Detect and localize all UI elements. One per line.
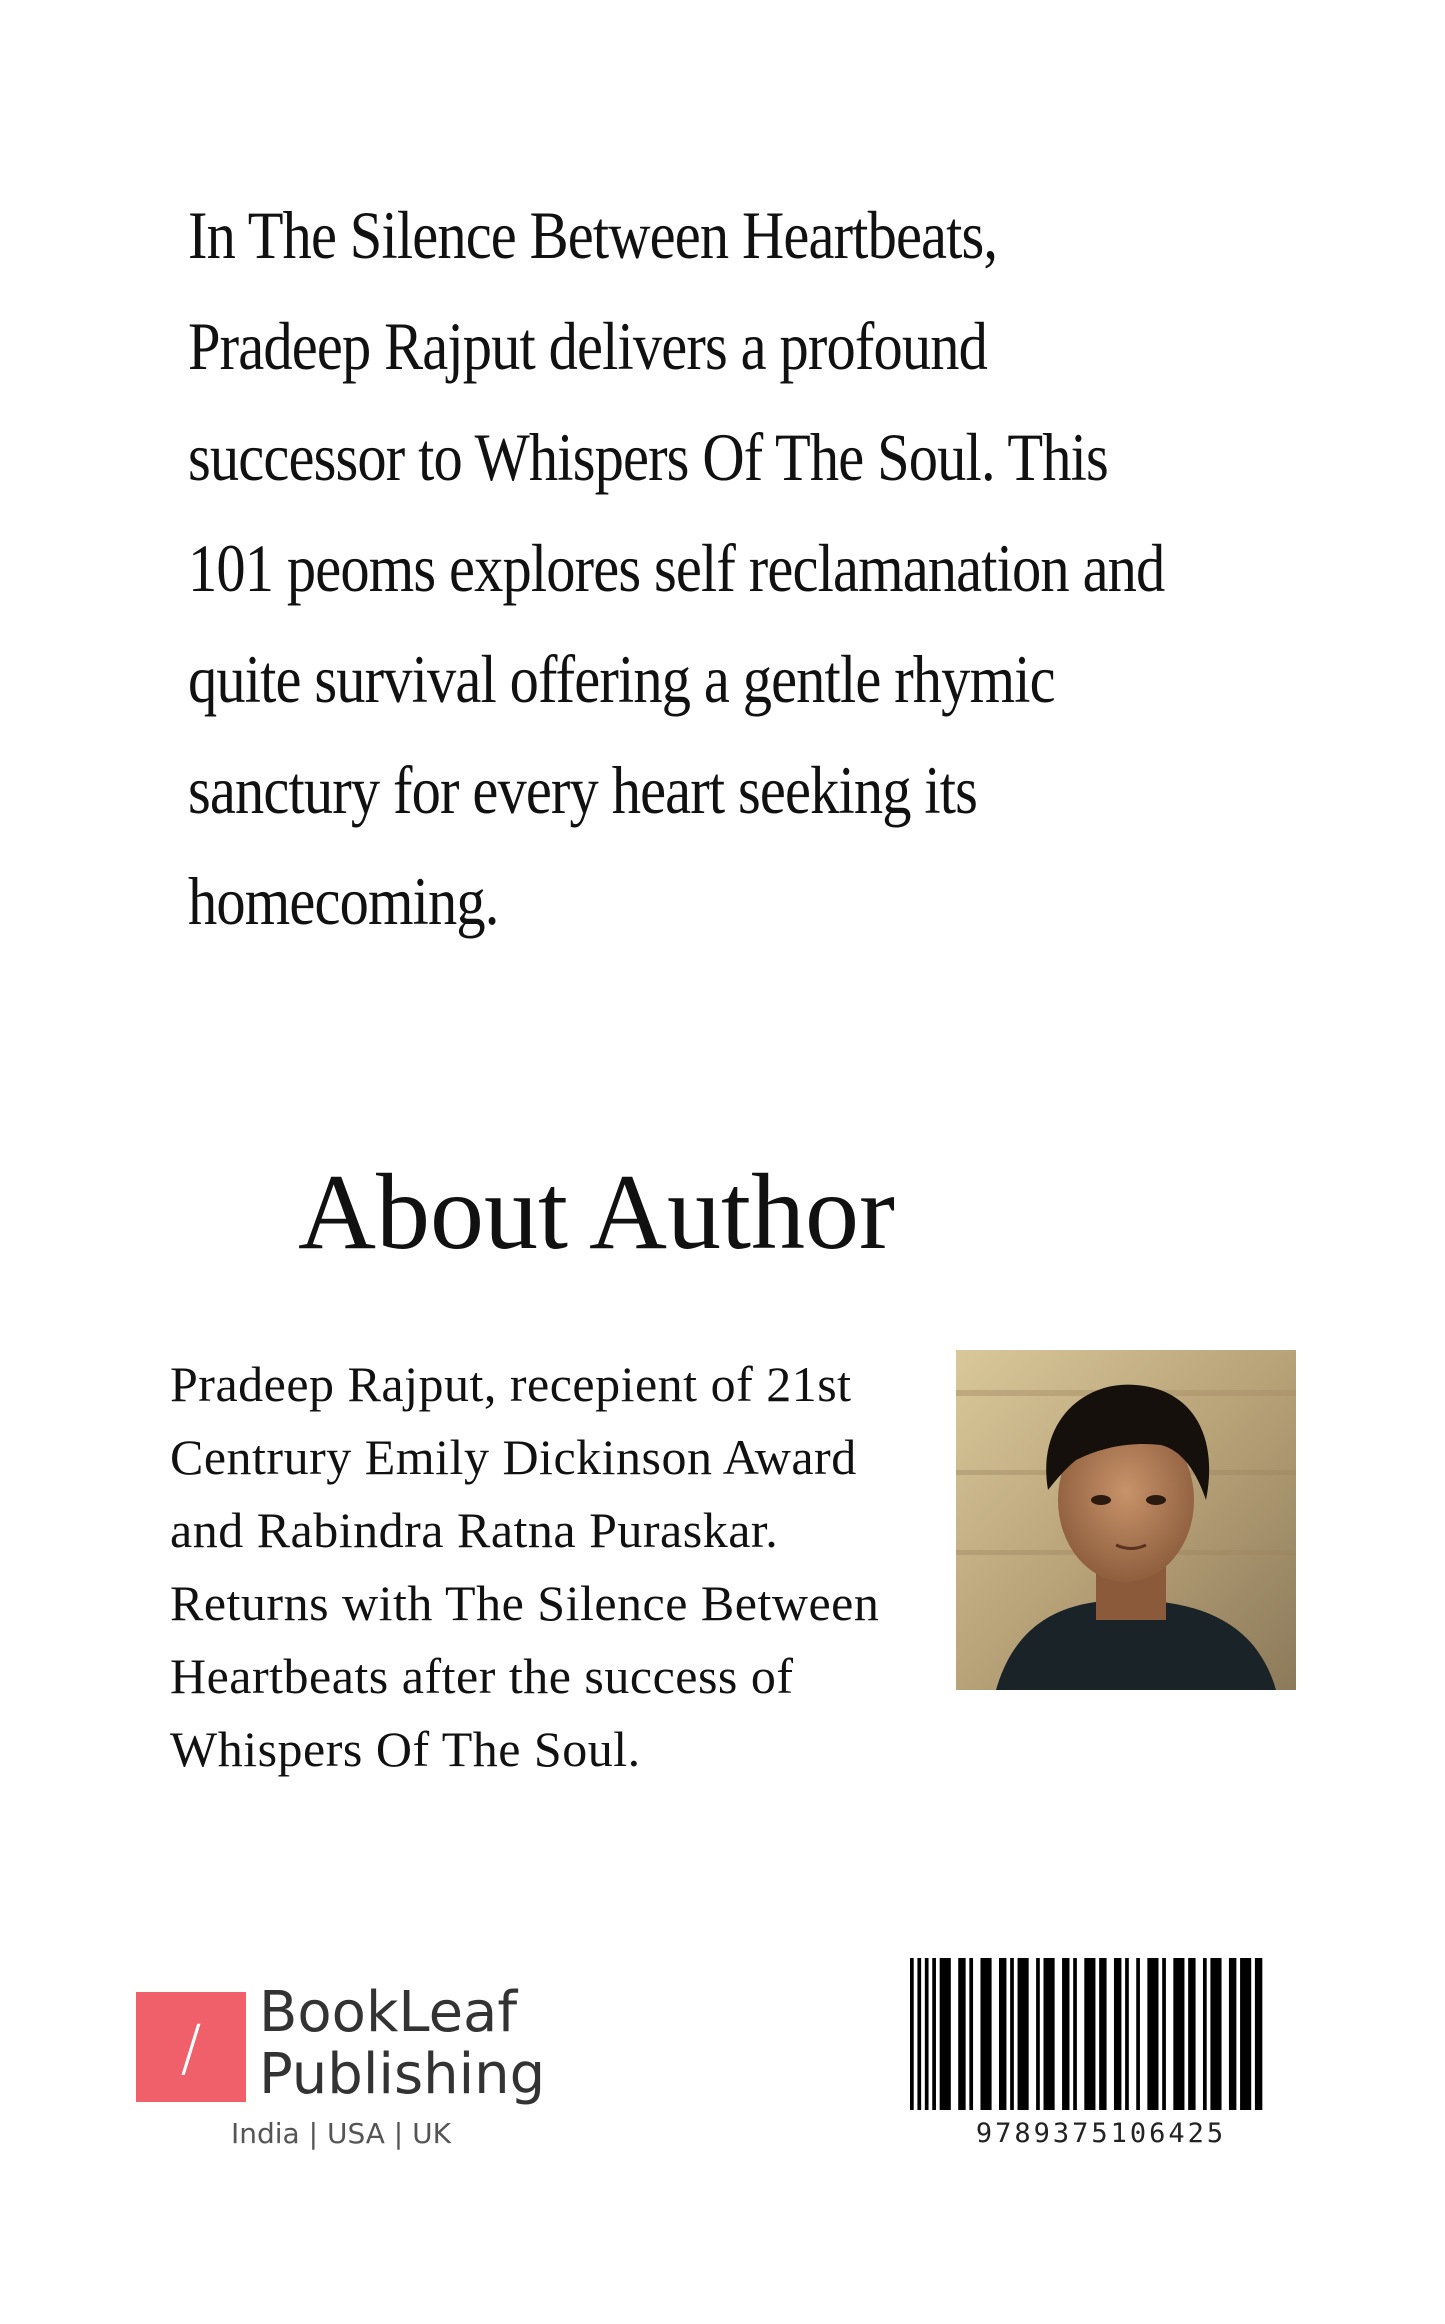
barcode-bar [969, 1958, 973, 2110]
blurb-line: quite survival offering a gentle rhymic [188, 641, 1055, 717]
barcode-bar [1210, 1958, 1221, 2110]
author-portrait-image [956, 1350, 1296, 1690]
isbn-number: 9789375106425 [975, 2118, 1227, 2149]
barcode-bar [958, 1958, 965, 2110]
blurb-line: sanctury for every heart seeking its [188, 752, 978, 828]
publisher-mark [136, 1992, 246, 2102]
blurb-line: homecoming. [188, 863, 499, 939]
barcode-bar [1099, 1958, 1106, 2110]
blurb-line: In The Silence Between Heartbeats, [188, 197, 998, 273]
author-photo [956, 1350, 1296, 1690]
barcode-bar [1018, 1958, 1029, 2110]
blurb-line: Pradeep Rajput delivers a profound [188, 308, 987, 384]
barcode-bar [932, 1958, 936, 2110]
barcode-bar [910, 1958, 914, 2110]
publisher-logo [136, 1980, 556, 2154]
barcode-bar [1162, 1958, 1166, 2110]
barcode-bar [1147, 1958, 1158, 2110]
barcode-bar [1173, 1958, 1184, 2110]
barcode-bar [925, 1958, 929, 2110]
blurb-line: successor to Whispers Of The Soul. This [188, 419, 1108, 495]
barcode-bar [940, 1958, 951, 2110]
publisher-name-line2: Publishing [259, 2042, 546, 2107]
barcode-bar [1062, 1958, 1069, 2110]
blurb-line: 101 peoms explores self reclamanation and [188, 530, 1165, 606]
barcode-bar [1229, 1958, 1236, 2110]
bio-line: Centrury Emily Dickinson Award [170, 1429, 857, 1485]
barcode-bar [980, 1958, 991, 2110]
barcode-bar [917, 1958, 921, 2110]
bio-line: and Rabindra Ratna Puraskar. [170, 1502, 779, 1558]
barcode-bar [1203, 1958, 1207, 2110]
isbn-barcode [910, 1958, 1292, 2158]
barcode-bar [999, 1958, 1006, 2110]
slash-icon: / [180, 2010, 202, 2084]
barcode-icon [910, 1958, 1292, 2110]
barcode-bar [1188, 1958, 1195, 2110]
barcode-bar [1240, 1958, 1251, 2110]
about-author-heading: About Author [298, 1153, 896, 1272]
bio-line: Returns with The Silence Between [170, 1575, 880, 1631]
barcode-bar [1010, 1958, 1014, 2110]
bio-line: Whispers Of The Soul. [170, 1721, 641, 1777]
barcode-bar [1136, 1958, 1140, 2110]
barcode-bar [1125, 1958, 1129, 2110]
publisher-regions: India | USA | UK [231, 2117, 451, 2150]
book-blurb [188, 180, 1306, 957]
barcode-bar [1084, 1958, 1095, 2110]
barcode-bar [1255, 1958, 1262, 2110]
barcode-bar [1036, 1958, 1040, 2110]
barcode-bar [1044, 1958, 1055, 2110]
publisher-name-line1: BookLeaf [259, 1980, 518, 2045]
publisher-name [259, 1982, 545, 2106]
bio-line: Pradeep Rajput, recepient of 21st [170, 1356, 852, 1412]
barcode-bar [1114, 1958, 1121, 2110]
bio-line: Heartbeats after the success of [170, 1648, 794, 1704]
author-bio [170, 1348, 879, 1786]
barcode-bar [1073, 1958, 1077, 2110]
